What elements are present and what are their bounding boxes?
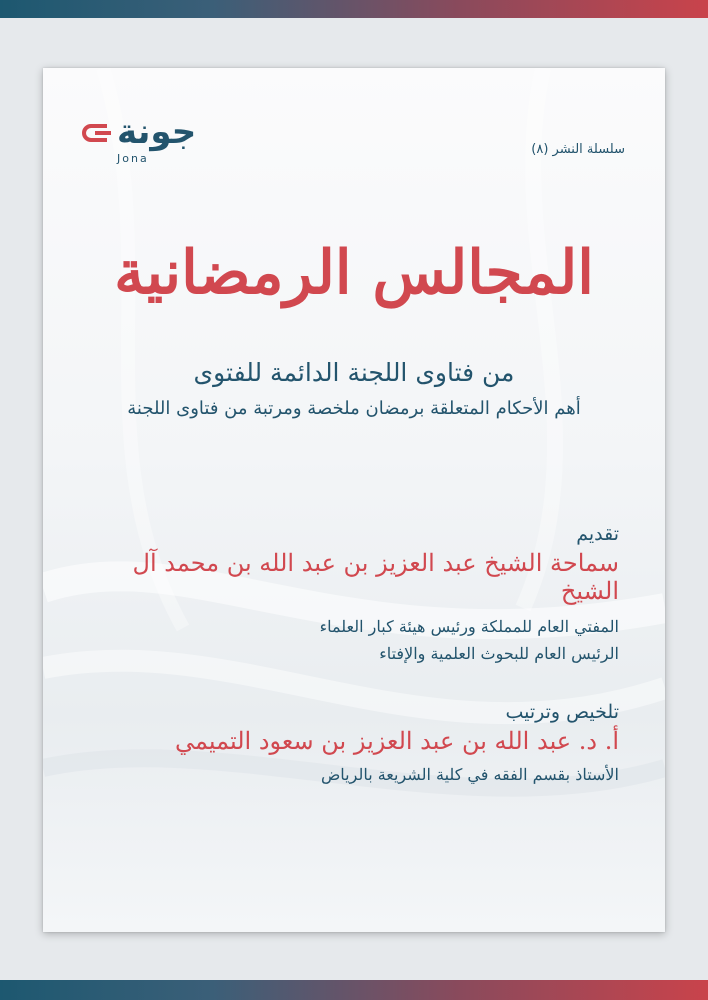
series-label: سلسلة النشر (٨) bbox=[531, 142, 625, 157]
intro-title-line: الرئيس العام للبحوث العلمية والإفتاء bbox=[379, 644, 619, 664]
author-title-line: الأستاذ بقسم الفقه في كلية الشريعة بالرياض bbox=[320, 765, 619, 784]
intro-section bbox=[79, 523, 619, 667]
logo-latin-text: Jona bbox=[117, 152, 149, 165]
intro-title-line: المفتي العام للمملكة ورئيس هيئة كبار العلماء bbox=[319, 617, 619, 636]
bottom-gradient-strip bbox=[0, 980, 708, 1000]
intro-name: سماحة الشيخ عبد العزيز بن عبد الله بن محمد آل الشيخ bbox=[132, 549, 619, 605]
book-description: أهم الأحكام المتعلقة برمضان ملخصة ومرتبة من فتاوى اللجنة bbox=[127, 398, 581, 419]
book-subtitle: من فتاوى اللجنة الدائمة للفتوى bbox=[193, 358, 515, 387]
jona-logo bbox=[77, 112, 197, 172]
author-label: تلخيص وترتيب bbox=[505, 701, 619, 723]
intro-label: تقديم bbox=[576, 523, 619, 545]
author-section bbox=[79, 701, 619, 788]
logo-mark-icon bbox=[77, 122, 115, 144]
logo-arabic-text: جونة bbox=[117, 112, 197, 152]
book-cover bbox=[43, 68, 665, 932]
author-name: أ. د. عبد الله بن عبد العزيز بن سعود التميمي bbox=[175, 727, 619, 755]
background-wave-pattern bbox=[43, 68, 665, 932]
top-gradient-strip bbox=[0, 0, 708, 18]
book-title: المجالس الرمضانية bbox=[114, 238, 594, 308]
